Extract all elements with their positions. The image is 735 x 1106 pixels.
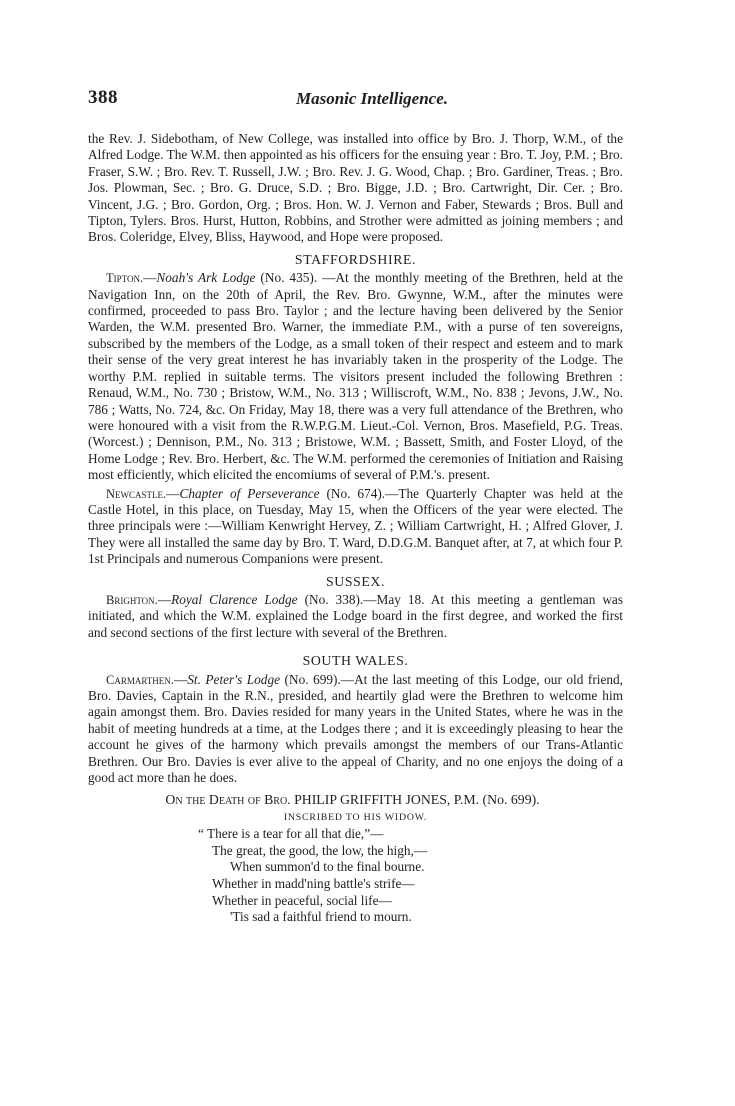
report-brighton (88, 592, 623, 641)
intro-paragraph: the Rev. J. Sidebotham, of New College, was installed into office by Bro. J. Thorp, W.M., of the Alfred Lodge. The W.M. then appointed as his officers for the ensuing year : Bro. T. Joy, P.M. ; Bro. Fraser, S.W. ; Bro. Rev. T. Russell, J.W. ; Bro. Rev. J. G. Wood, Chap. ; Bro. Gardiner, Treas. ; Bro. Jos. Plowman, Sec. ; Bro. G. Druce, S.D. ; Bro. Bigge, J.D. ; Bro. Cartwright, Dir. Cer. ; Bro. Vincent, J.G. ; Bro. Gordon, Org. ; Bros. Hon. W. J. Vernon and Faber, Stewards ; Bros. Bull and Tipton, Tylers. Bros. Hurst, Hutton, Robbins, and Strother were admitted as joining members ; and Bros. Coleridge, Elvey, Bliss, Haywood, and Hope were proposed. (88, 131, 623, 245)
obituary-prefix: On the Death of Bro. (165, 792, 291, 808)
lodge-name: St. Peter's Lodge (187, 671, 281, 687)
section-heading-south-wales: SOUTH WALES. (302, 653, 409, 669)
poem-line: When summon'd to the final bourne. (230, 859, 425, 875)
dash: — (157, 591, 172, 607)
dash: — (173, 671, 188, 687)
poem-line: Whether in madd'ning battle's strife— (212, 876, 415, 892)
chapter-name: Chapter of Perseverance (179, 485, 320, 501)
place-name: Newcastle. (106, 486, 167, 501)
dash: — (143, 270, 157, 286)
dedication: INSCRIBED TO HIS WIDOW. (283, 811, 428, 823)
obituary-heading (88, 792, 623, 808)
poem-line: The great, the good, the low, the high,— (212, 842, 428, 858)
section-heading-staffordshire: STAFFORDSHIRE. (294, 251, 417, 267)
page-number: 388 (88, 87, 118, 108)
running-title: Masonic Intelligence. (295, 89, 449, 108)
page-header (88, 87, 656, 114)
place-name: Tipton. (106, 271, 144, 286)
poem (198, 826, 623, 926)
poem-line: Whether in peaceful, social life— (212, 892, 392, 908)
dash: — (166, 485, 180, 501)
report-newcastle (88, 486, 623, 568)
report-text: (No. 674).—The Quarterly Chapter was held at the Castle Hotel, in this place, on Tuesday, May 15, when the Officers of the year were elected. The three principals were :—William Kenwright Hervey, Z. ; William Cartwright, H. ; Alfred Glover, J. They were all installed the same day by Bro. T. Ward, D.D.G.M. Banquet after, at 7, at which four P. 1st Principals and numerous Companions were present. (88, 485, 623, 567)
report-text: (No. 338).—May 18. At this meeting a gentleman was initiated, and which the W.M. explained the Lodge board in the first degree, and worked the first and second sections of the first lecture with several of the Brethren. (88, 591, 624, 640)
lodge-name: Noah's Ark Lodge (156, 270, 256, 286)
poem-line: “ There is a tear for all that die,”— (198, 826, 384, 842)
article-body (88, 131, 623, 926)
poem-line: 'Tis sad a faithful friend to mourn. (230, 909, 412, 925)
report-tipton (88, 270, 623, 483)
lodge-name: Royal Clarence Lodge (171, 591, 298, 607)
section-heading-sussex: SUSSEX. (325, 573, 386, 589)
place-name: Carmarthen. (106, 672, 174, 687)
place-name: Brighton. (106, 592, 158, 607)
obituary-name: PHILIP GRIFFITH JONES, P.M. (No. 699). (294, 792, 540, 808)
report-text: (No. 699).—At the last meeting of this Lodge, our old friend, Bro. Davies, Captain in the R.N., presided, and heartily glad were the Brethren to welcome him again amongst them. Bro. Davies resided for many years in the United States, where he was in the habit of meeting hundreds at a time, at the Lodges there ; and it is exceedingly pleasing to hear the account he gives of the harmony which prevails amongst the members of our Trans-Atlantic Brethren. Our Bro. Davies is ever alive to the appeal of Charity, and no one enjoys the doing of a good act more than he does. (88, 671, 623, 786)
report-text: (No. 435). —At the monthly meeting of the Brethren, held at the Navigation Inn, on the 20th of April, the Rev. Bro. Gwynne, W.M., after the minutes were confirmed, proceeded to pass Bro. Taylor ; and the lecture having been delivered by the Senior Warden, the W.M. presented Bro. Warner, the immediate P.M., with a purse of ten sovereigns, subscribed by the members of the Lodge, as a small token of their respect and esteem and to mark their sense of the very great interest he has invariably taken in the prosperity of the Lodge. The worthy P.M. replied in suitable terms. The visitors present included the following Brethren : Renaud, W.M., No. 730 ; Bristow, W.M., No. 313 ; Williscroft, W.M., No. 838 ; Jevons, J.W., No. 786 ; Watts, No. 724, &c. On Friday, May 18, there was a very full attendance of the Brethren, who were honoured with a visit from the R.W.P.G.M. Lieut.-Col. Vernon, Bros. Masefield, P.G. Treas. (Worcest.) ; Dennison, P.M., No. 313 ; Bristowe, W.M. ; Bassett, Smith, and Foster Lloyd, of the Home Lodge ; Rev. Bro. Herbert, &c. The W.M. performed the ceremonies of Initiation and Raising most efficiently, which elicited the encomiums of several of P.M.'s. present. (88, 270, 623, 483)
report-carmarthen (88, 672, 623, 787)
